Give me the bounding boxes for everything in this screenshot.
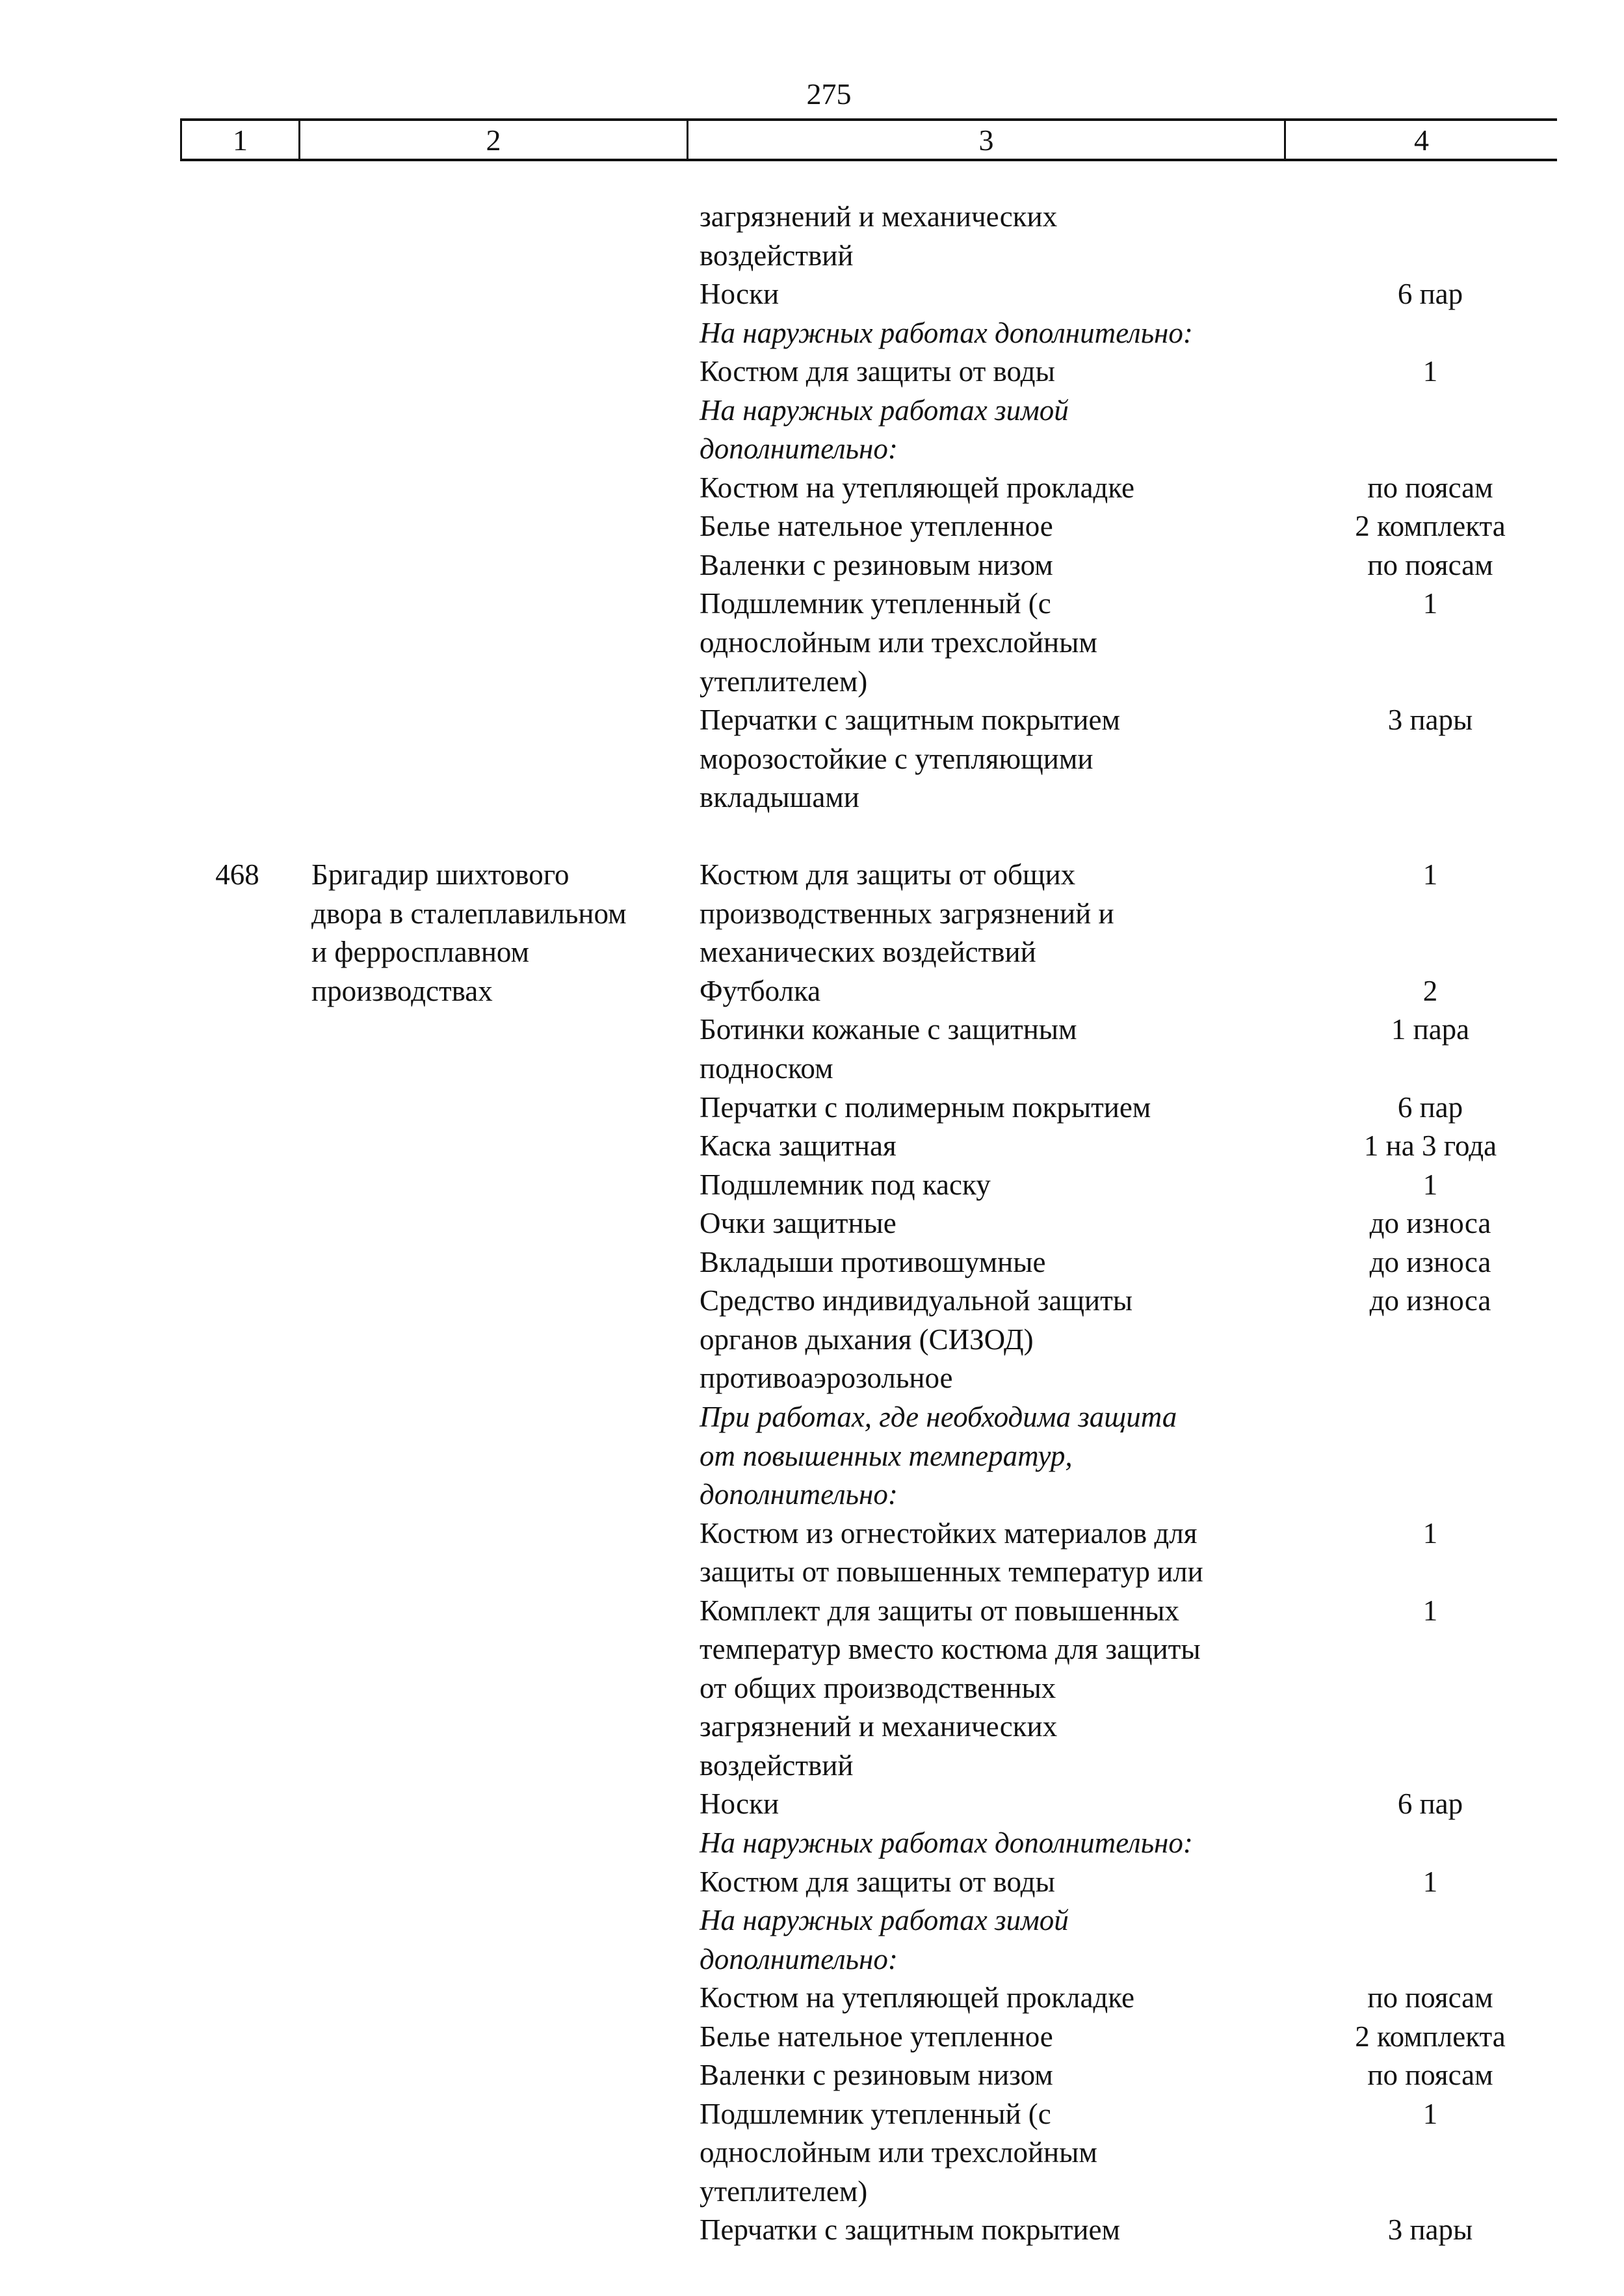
table-line [0,1089,1624,1128]
item-quantity: по поясам [1367,548,1493,581]
table-line [0,1321,1624,1360]
page-number: 275 [806,77,852,111]
table-line [0,778,1624,817]
item-quantity: 2 [1422,974,1438,1007]
item-name: Костюм для защиты от воды [700,355,1055,388]
item-quantity: 1 [1422,1594,1438,1627]
table-line [0,314,1624,353]
item-quantity: 2 комплекта [1355,510,1506,543]
item-quantity: 3 пары [1387,2213,1473,2247]
profession: двора в сталеплавильном [311,897,627,930]
item-name: утеплителем) [700,665,868,698]
item-name: Подшлемник утепленный (с [700,587,1051,620]
item-quantity: 6 пар [1397,1090,1463,1124]
item-name: Костюм для защиты от общих [700,858,1076,891]
table-line [0,391,1624,430]
item-name: однослойным или трехслойным [700,2136,1097,2169]
item-quantity: 1 [1422,1516,1438,1550]
item-name: Очки защитные [700,1207,897,1240]
table-line [0,198,1624,237]
item-name: Костюм из огнестойких материалов для [700,1516,1198,1550]
table-line [0,1901,1624,1940]
table-line [0,1049,1624,1089]
item-quantity: до износа [1369,1245,1491,1278]
item-quantity: до износа [1369,1284,1491,1317]
table-line [0,585,1624,624]
row-number: 468 [215,858,259,891]
table-line [0,1979,1624,2018]
item-name: загрязнений и механических [700,200,1058,233]
table-line [0,237,1624,276]
item-name: На наружных работах зимой [700,1904,1069,1937]
table-line [0,2056,1624,2095]
item-quantity: 1 [1422,587,1438,620]
table-body [0,198,1624,2250]
table-line [0,469,1624,508]
table-line [0,933,1624,972]
item-name: органов дыхания (СИЗОД) [700,1323,1034,1356]
table-line [0,856,1624,895]
item-quantity: 2 комплекта [1355,2020,1506,2053]
item-name: На наружных работах дополнительно: [700,316,1193,349]
item-name: Комплект для защиты от повышенных [700,1594,1179,1627]
table-line [0,1592,1624,1631]
item-name: воздействий [700,239,854,272]
table-line [0,430,1624,469]
item-quantity: 1 пара [1391,1013,1470,1046]
item-name: от общих производственных [700,1671,1056,1704]
table-line [0,2211,1624,2250]
item-quantity: 1 [1422,858,1438,891]
item-name: дополнительно: [700,432,898,466]
table-line [0,1863,1624,1902]
table-line [0,1630,1624,1669]
table-line [0,546,1624,585]
item-name: При работах, где необходима защита [700,1400,1177,1433]
item-name: вкладышами [700,781,859,814]
item-name: Каска защитная [700,1129,897,1163]
item-quantity: по поясам [1367,2059,1493,2092]
item-name: Носки [700,278,779,311]
item-name: механических воздействий [700,936,1036,969]
header-col-4: 4 [1284,121,1557,159]
item-quantity: 1 [1422,2097,1438,2130]
profession: и ферросплавном [311,936,530,969]
table-line [0,275,1624,314]
table-line [0,1475,1624,1514]
table-line [0,1204,1624,1243]
table-line [0,701,1624,740]
table-line [0,1708,1624,1747]
item-quantity: по поясам [1367,471,1493,504]
table-line [0,352,1624,391]
header-col-1: 1 [180,121,298,159]
item-name: производственных загрязнений и [700,897,1114,930]
table-line [0,1940,1624,1979]
table-line [0,2095,1624,2134]
item-quantity: 1 [1422,1865,1438,1898]
item-name: На наружных работах зимой [700,393,1069,427]
item-name: однослойным или трехслойным [700,626,1097,659]
table-line [0,1553,1624,1592]
item-name: Вкладыши противошумные [700,1245,1046,1278]
item-name: Подшлемник под каску [700,1168,991,1201]
item-name: Белье нательное утепленное [700,510,1053,543]
table-line [0,740,1624,779]
table-line [0,895,1624,934]
table-line [0,1747,1624,1786]
table-line [0,2133,1624,2172]
item-name: Ботинки кожаные с защитным [700,1013,1077,1046]
table-line [0,1514,1624,1553]
table-line [0,972,1624,1011]
item-name: Костюм для защиты от воды [700,1865,1055,1898]
table-line [0,1669,1624,1708]
profession: Бригадир шихтового [311,858,570,891]
item-name: от повышенных температур, [700,1439,1073,1472]
profession: производствах [311,974,493,1007]
item-quantity: 1 на 3 года [1363,1129,1497,1163]
item-name: Футболка [700,974,821,1007]
item-name: Валенки с резиновым низом [700,548,1053,581]
item-name: подноском [700,1052,833,1085]
item-name: защиты от повышенных температур или [700,1555,1203,1589]
item-quantity: 3 пары [1387,704,1473,737]
item-name: дополнительно: [700,1478,898,1511]
item-name: Перчатки с защитным покрытием [700,704,1120,737]
table-line [0,1398,1624,1437]
table-line [0,2018,1624,2057]
item-name: противоаэрозольное [700,1362,953,1395]
item-name: загрязнений и механических [700,1710,1058,1743]
item-name: Костюм на утепляющей прокладке [700,471,1135,504]
item-name: воздействий [700,1748,854,1782]
item-name: Перчатки с защитным покрытием [700,2213,1120,2247]
table-line [0,624,1624,663]
table-line [0,1824,1624,1863]
item-name: Белье нательное утепленное [700,2020,1053,2053]
table-line [0,507,1624,546]
table-header [180,118,1557,161]
header-col-2: 2 [298,121,687,159]
item-quantity: 6 пар [1397,278,1463,311]
item-name: Подшлемник утепленный (с [700,2097,1051,2130]
item-name: Костюм на утепляющей прокладке [700,1981,1135,2014]
item-quantity: 6 пар [1397,1788,1463,1821]
table-line [0,1785,1624,1824]
item-name: Валенки с резиновым низом [700,2059,1053,2092]
table-line [0,1282,1624,1321]
item-name: Перчатки с полимерным покрытием [700,1090,1151,1124]
item-name: Средство индивидуальной защиты [700,1284,1133,1317]
item-name: морозостойкие с утепляющими [700,742,1094,775]
table-line [0,1166,1624,1205]
item-name: утеплителем) [700,2174,868,2208]
item-quantity: по поясам [1367,1981,1493,2014]
table-line [0,1243,1624,1282]
table-line [0,1010,1624,1049]
item-quantity: 1 [1422,355,1438,388]
table-line [0,2172,1624,2211]
item-name: На наружных работах дополнительно: [700,1826,1193,1859]
table-line [0,663,1624,702]
table-line [0,1127,1624,1166]
header-col-3: 3 [687,121,1284,159]
item-name: Носки [700,1788,779,1821]
item-name: дополнительно: [700,1942,898,1975]
item-quantity: до износа [1369,1207,1491,1240]
table-line [0,1437,1624,1476]
table-line [0,817,1624,856]
item-name: температур вместо костюма для защиты [700,1633,1201,1666]
item-quantity: 1 [1422,1168,1438,1201]
table-line [0,1359,1624,1398]
